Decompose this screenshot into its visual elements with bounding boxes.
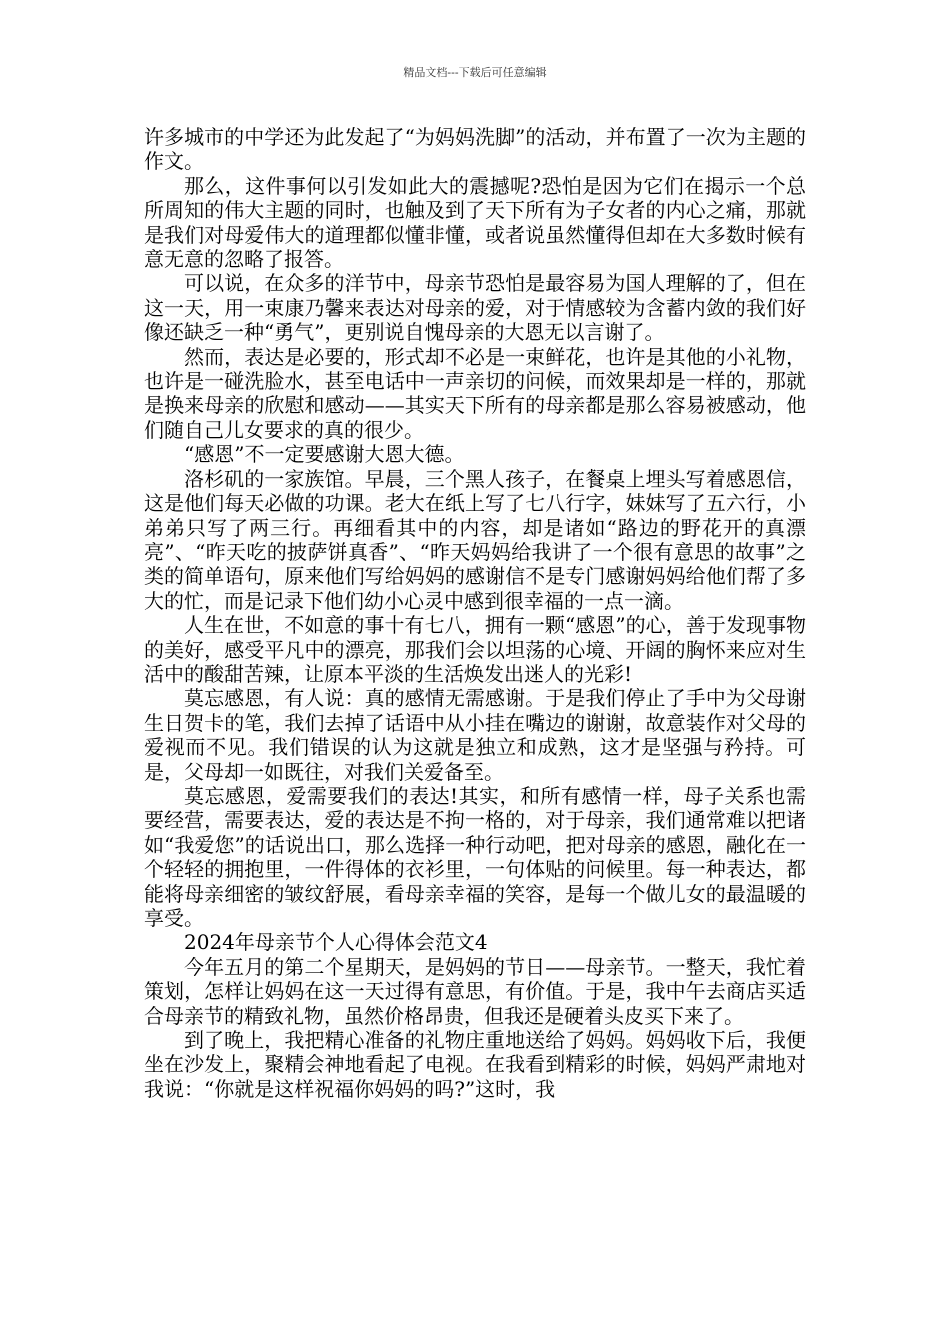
paragraph: “感恩”不一定要感谢大恩大德。 (184, 442, 465, 467)
paragraph: 莫忘感恩，有人说：真的感情无需感谢。于是我们停止了手中为父母谢生日贺卡的笔，我们去掉了话语中从小挂在嘴边的谢谢，故意装作对父母的爱视而不见。我们错误的认为这就是独立和成熟，这才是坚强与矜持。可是，父母却一如既往，对我们关爱备至。 (144, 686, 806, 784)
paragraph: 可以说，在众多的洋节中，母亲节恐怕是最容易为国人理解的了，但在这一天，用一束康乃馨来表达对母亲的爱，对于情感较为含蓄内敛的我们好像还缺乏一种“勇气”，更别说自愧母亲的大恩无以言谢了。 (144, 271, 806, 345)
section-heading: 2024年母亲节个人心得体会范文4 (184, 930, 488, 955)
paragraph: 那么，这件事何以引发如此大的震撼呢?恐怕是因为它们在揭示一个总所周知的伟大主题的同时，也触及到了天下所有为子女者的内心之痛，那就是我们对母爱伟大的道理都似懂非懂，或者说虽然懂得但却在大多数时候有意无意的忽略了报答。 (144, 173, 806, 272)
paragraph: 人生在世，不如意的事十有七八，拥有一颗“感恩”的心，善于发现事物的美好，感受平凡中的漂亮，那我们会以坦荡的心境、开阔的胸怀来应对生活中的酸甜苦辣，让原本平淡的生活焕发出迷人的光彩! (144, 613, 806, 686)
paragraph: 许多城市的中学还为此发起了“为妈妈洗脚”的活动，并布置了一次为主题的作文。 (144, 125, 806, 174)
paragraph: 莫忘感恩，爱需要我们的表达!其实，和所有感情一样，母子关系也需要经营，需要表达，爱的表达是不拘一格的，对于母亲，我们通常难以把诸如“我爱您”的话说出口，那么选择一种行动吧，把对母亲的感恩，融化在一个轻轻的拥抱里，一件得体的衣衫里，一句体贴的问候里。每一种表达，都能将母亲细密的皱纹舒展，看母亲幸福的笑容，是每一个做儿女的最温暖的享受。 (144, 783, 806, 930)
paragraph: 今年五月的第二个星期天，是妈妈的节日——母亲节。一整天，我忙着策划，怎样让妈妈在这一天过得有意思，有价值。于是，我中午去商店买适合母亲节的精致礼物，虽然价格昂贵，但我还是硬着头皮买下来了。 (144, 954, 806, 1028)
paragraph: 到了晚上，我把精心准备的礼物庄重地送给了妈妈。妈妈收下后，我便坐在沙发上，聚精会神地看起了电视。在我看到精彩的时候，妈妈严肃地对我说：“你就是这样祝福你妈妈的吗?”这时，我 (144, 1028, 806, 1101)
document-body (144, 125, 806, 1101)
paragraph: 然而，表达是必要的，形式却不必是一束鲜花，也许是其他的小礼物，也许是一碰洗脸水，甚至电话中一声亲切的问候，而效果却是一样的，那就是换来母亲的欣慰和感动——其实天下所有的母亲都是那么容易被感动，他们随自己儿女要求的真的很少。 (144, 344, 806, 442)
page-header: 精品文档---下载后可任意编辑 (403, 66, 547, 79)
paragraph: 洛杉矶的一家族馆。早晨，三个黑人孩子，在餐桌上埋头写着感恩信，这是他们每天必做的功课。老大在纸上写了七八行字，妹妹写了五六行，小弟弟只写了两三行。再细看其中的内容，却是诸如“路边的野花开的真漂亮”、“昨天吃的披萨饼真香”、“昨天妈妈给我讲了一个很有意思的故事”之类的简单语句，原来他们写给妈妈的感谢信不是专门感谢妈妈给他们帮了多大的忙，而是记录下他们幼小心灵中感到很幸福的一点一滴。 (144, 466, 806, 613)
